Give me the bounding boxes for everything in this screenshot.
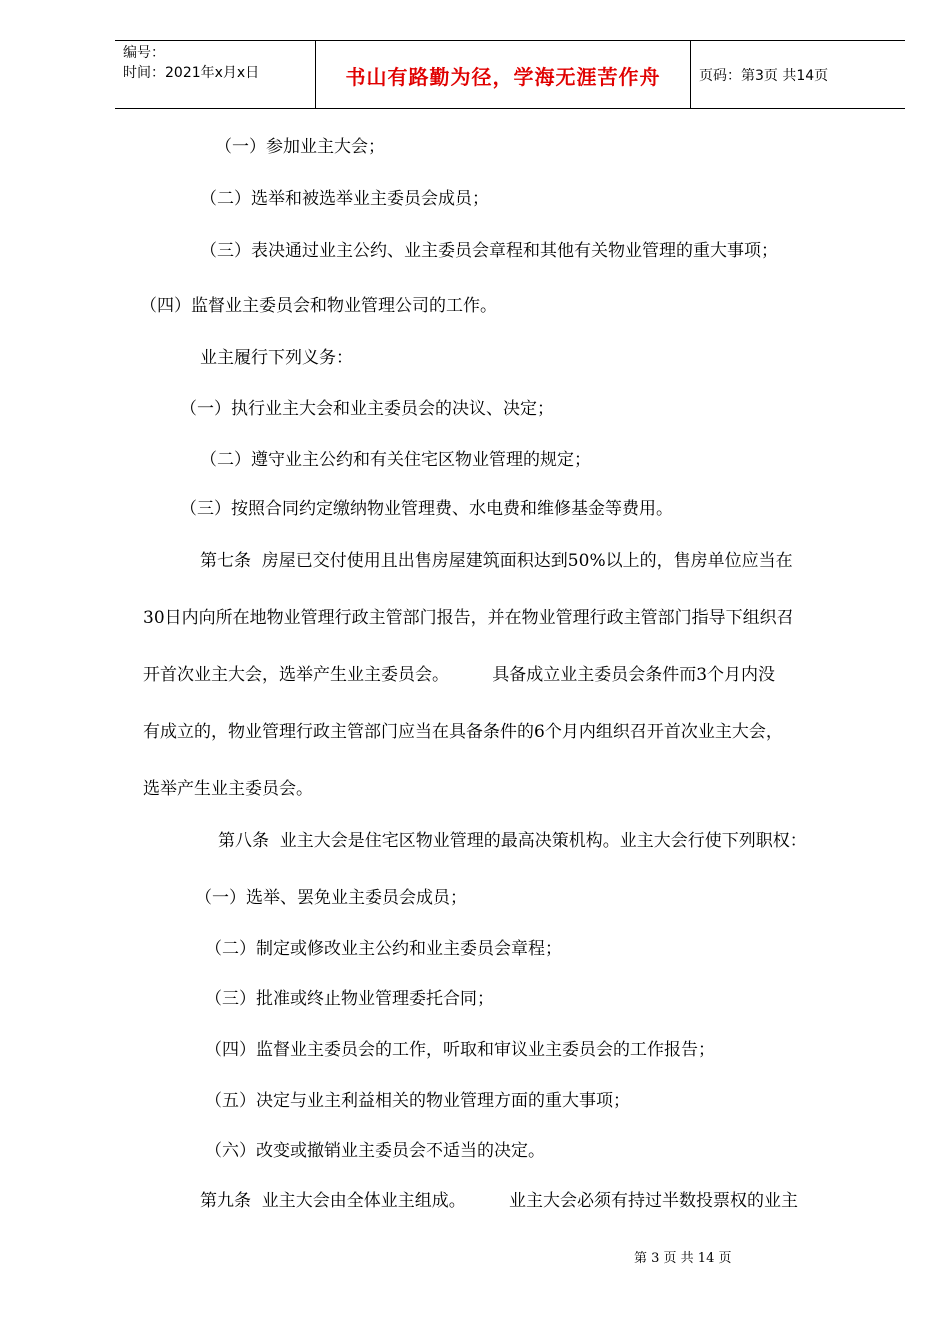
body-line: （一）参加业主大会； <box>215 137 385 157</box>
page-footer: 第 3 页 共 14 页 <box>634 1251 732 1266</box>
body-line: 开首次业主大会，选举产生业主委员会。 具备成立业主委员会条件而3个月内没 <box>143 665 776 685</box>
body-line: （三）表决通过业主公约、业主委员会章程和其他有关物业管理的重大事项； <box>200 241 778 261</box>
body-line: 30日内向所在地物业管理行政主管部门报告，并在物业管理行政主管部门指导下组织召 <box>143 608 794 628</box>
body-line: （四）监督业主委员会的工作，听取和审议业主委员会的工作报告； <box>205 1040 715 1060</box>
header-motto-cell <box>315 41 691 108</box>
body-line: （五）决定与业主利益相关的物业管理方面的重大事项； <box>205 1091 630 1111</box>
body-line: 第九条 业主大会由全体业主组成。 业主大会必须有持过半数投票权的业主 <box>200 1191 799 1211</box>
header-page-label: 页码：第3页 共14页 <box>699 68 829 84</box>
body-line: （一）执行业主大会和业主委员会的决议、决定； <box>180 399 554 419</box>
header-info <box>115 41 315 108</box>
body-line: （一）选举、罢免业主委员会成员； <box>195 888 467 908</box>
body-line: 有成立的，物业管理行政主管部门应当在具备条件的6个月内组织召开首次业主大会， <box>143 722 783 742</box>
body-line: 业主履行下列义务： <box>200 348 353 368</box>
body-line: （二）制定或修改业主公约和业主委员会章程； <box>205 939 562 959</box>
header-page-cell <box>689 41 905 108</box>
number-label: 编号： <box>123 45 165 61</box>
body-line: （六）改变或撤销业主委员会不适当的决定。 <box>205 1141 545 1161</box>
body-line: 选举产生业主委员会。 <box>143 779 313 799</box>
time-label: 时间：2021年x月x日 <box>123 65 260 81</box>
body-line: （二）选举和被选举业主委员会成员； <box>200 189 489 209</box>
body-line: （四）监督业主委员会和物业管理公司的工作。 <box>140 296 497 316</box>
body-line: （二）遵守业主公约和有关住宅区物业管理的规定； <box>200 450 591 470</box>
body-line: 第八条 业主大会是住宅区物业管理的最高决策机构。业主大会行使下列职权： <box>218 831 807 851</box>
body-line: （三）按照合同约定缴纳物业管理费、水电费和维修基金等费用。 <box>180 499 673 519</box>
body-line: 第七条 房屋已交付使用且出售房屋建筑面积达到50%以上的，售房单位应当在 <box>200 551 793 571</box>
body-line: （三）批准或终止物业管理委托合同； <box>205 989 494 1009</box>
header-motto: 书山有路勤为径，学海无涯苦作舟 <box>345 65 661 89</box>
page-header <box>115 40 905 109</box>
